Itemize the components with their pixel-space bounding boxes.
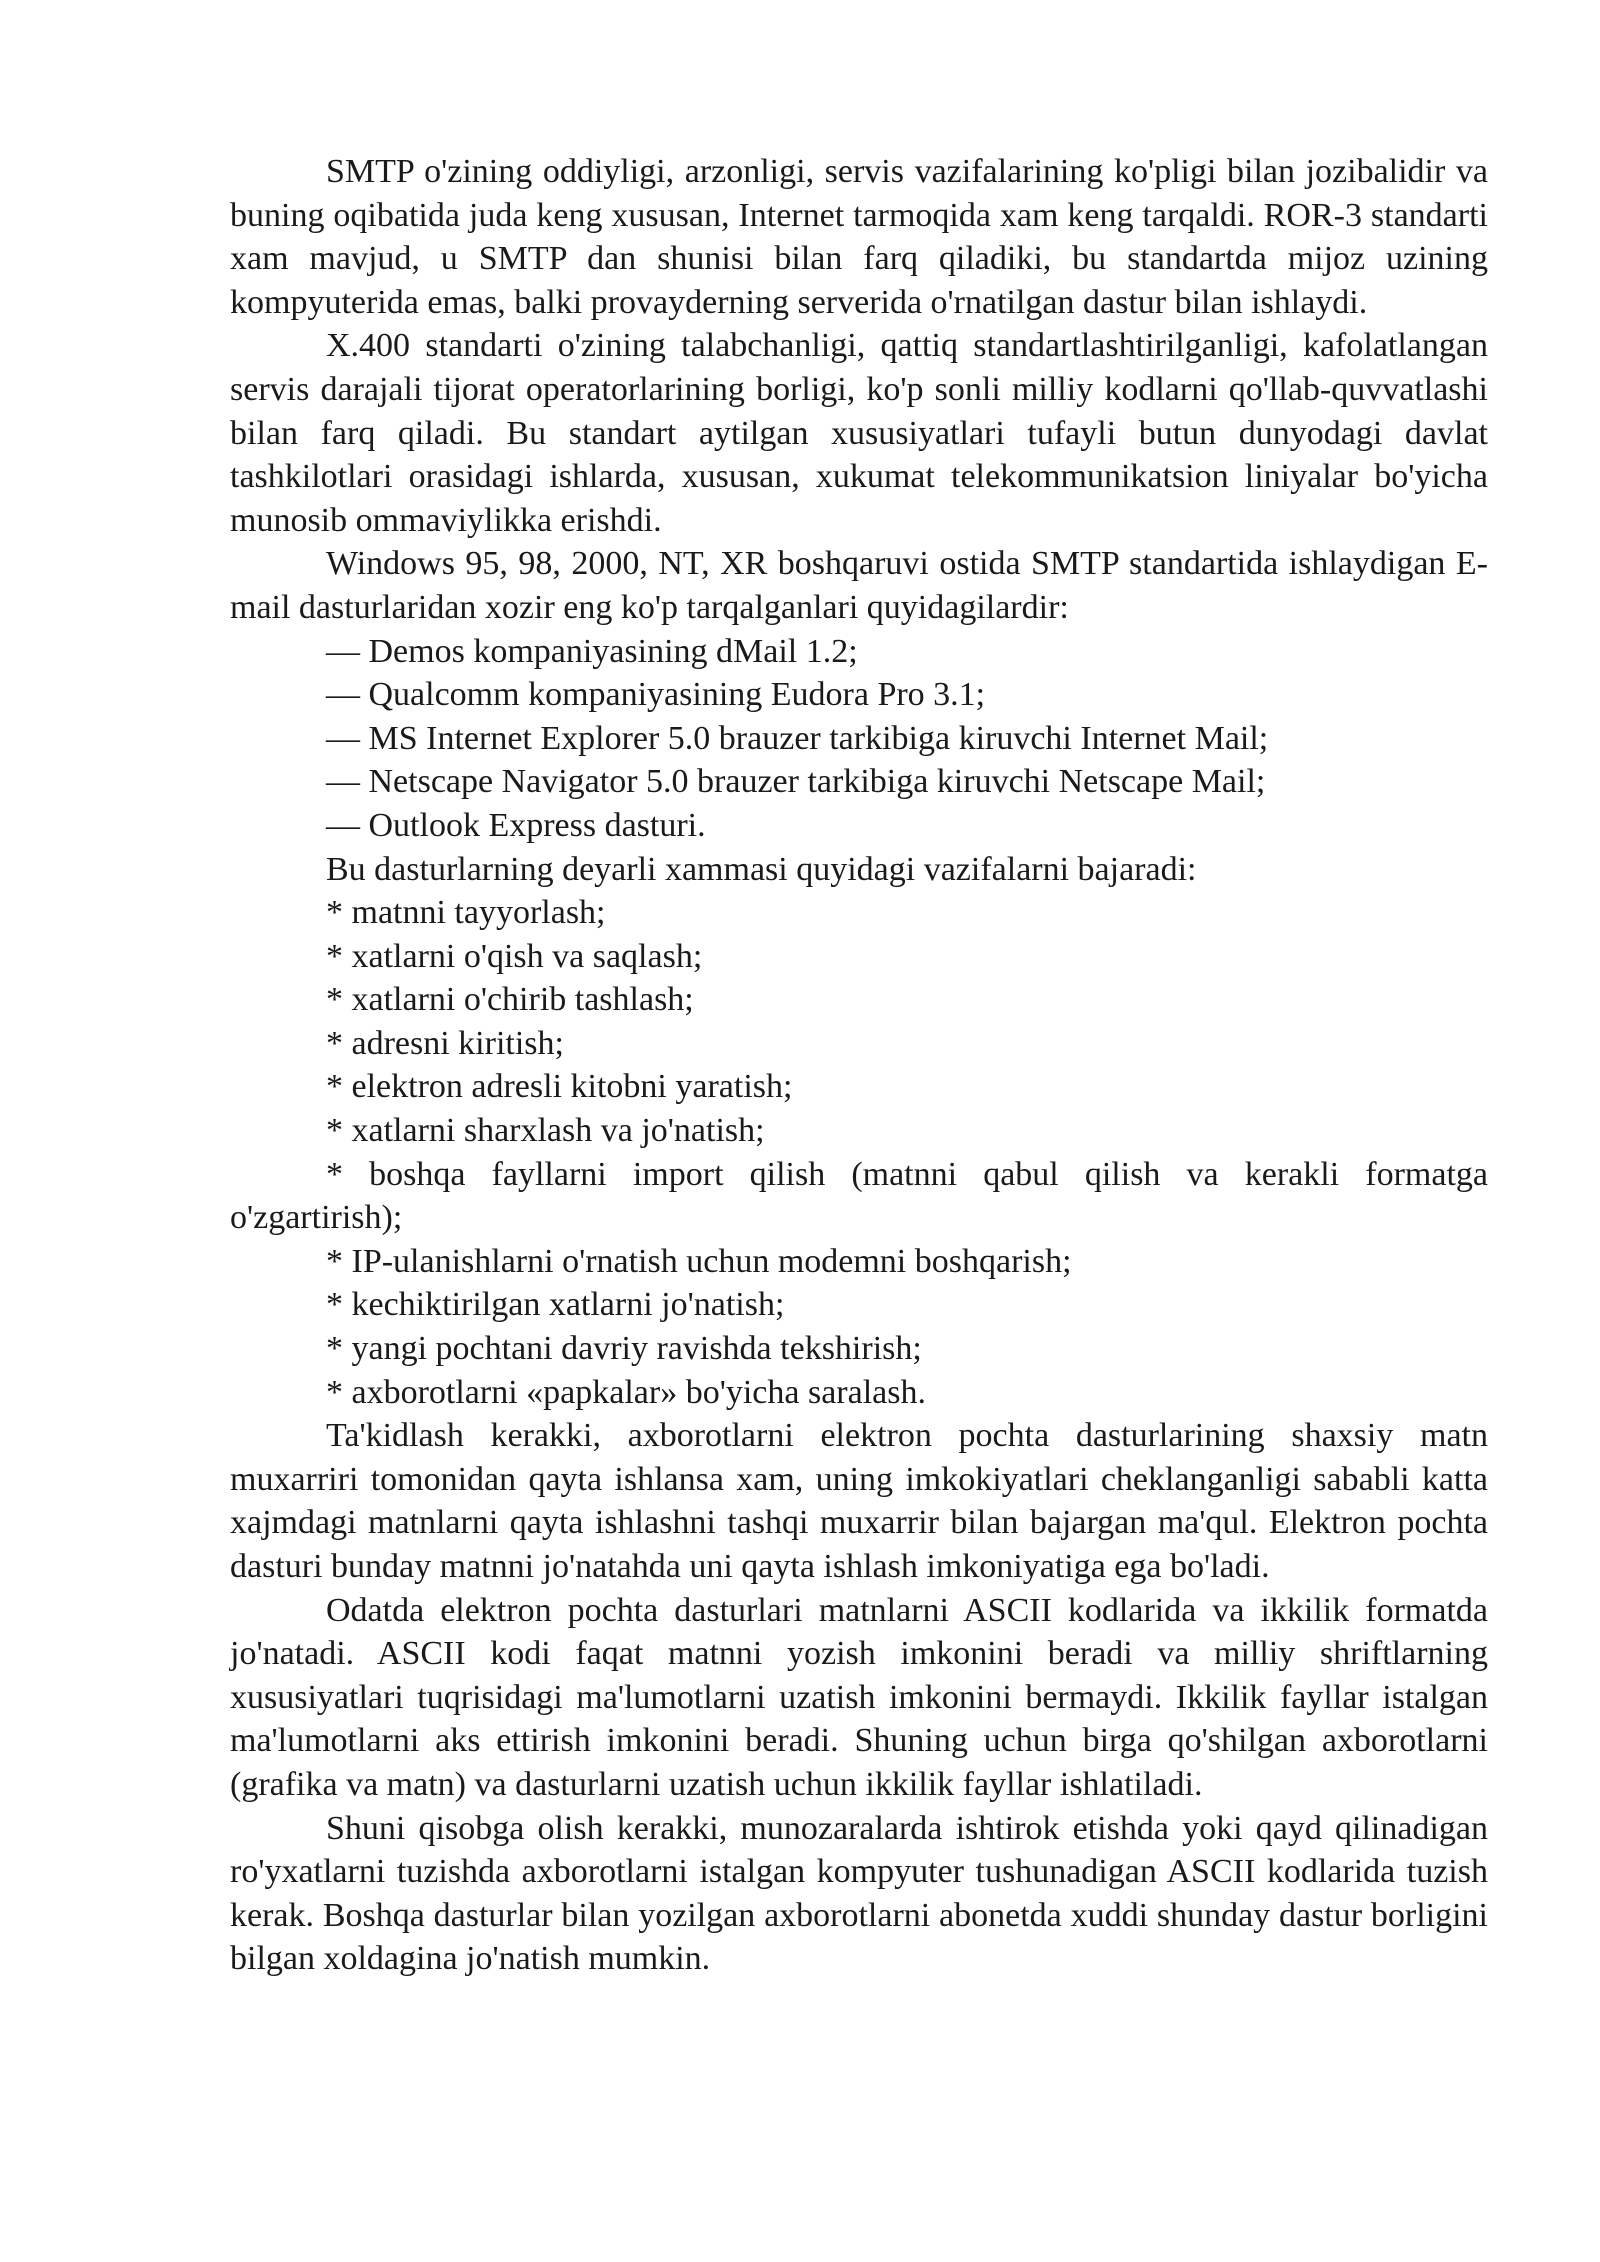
list-item: * xatlarni sharxlash va jo'natish; bbox=[326, 1112, 765, 1150]
list-item: * axborotlarni «papkalar» bo'yicha saralash. bbox=[326, 1373, 926, 1411]
paragraph-text-editor: Ta'kidlash kerakki, axborotlarni elektron pochta dasturlarining shaxsiy matn muxarriri tomonidan qayta ishlansa xam, uning imkokiyatlari cheklanganligi sababli katta xajmdagi matnlarni qayta ishlashni tashqi muxarrir bilan bajargan ma'qul. Elektron pochta dasturi bunday matnni jo'natahda uni qayta ishlash imkoniyatiga ega bo'ladi. bbox=[230, 1417, 1488, 1585]
paragraph-ascii-binary: Odatda elektron pochta dasturlari matnlarni ASCII kodlarida va ikkilik formatda jo'natadi. ASCII kodi faqat matnni yozish imkonini beradi va milliy shriftlarning xususiyatlari tuqrisidagi ma'lumotlarni uzatish imkonini bermaydi. Ikkilik fayllar istalgan ma'lumotlarni aks ettirish imkonini beradi. Shuning uchun birga qo'shilgan axborotlarni (grafika va matn) va dasturlarni uzatish uchun ikkilik fayllar ishlatiladi. bbox=[230, 1591, 1488, 1803]
list-item: * xatlarni o'qish va saqlash; bbox=[326, 937, 703, 975]
list-item: — Demos kompaniyasining dMail 1.2; bbox=[326, 632, 858, 670]
functions-list bbox=[230, 891, 1488, 1414]
list-item: * IP-ulanishlarni o'rnatish uchun modemni boshqarish; bbox=[326, 1242, 1072, 1280]
email-programs-list bbox=[230, 630, 1488, 848]
list-item: — Outlook Express dasturi. bbox=[326, 806, 706, 844]
list-item: — Netscape Navigator 5.0 brauzer tarkibiga kiruvchi Netscape Mail; bbox=[326, 763, 1266, 801]
list-item: * adresni kiritish; bbox=[326, 1024, 564, 1062]
list-item: * xatlarni o'chirib tashlash; bbox=[326, 981, 694, 1019]
document-page bbox=[230, 150, 1488, 1981]
list-item: — Qualcomm kompaniyasining Eudora Pro 3.1; bbox=[326, 676, 986, 714]
list-item: * kechiktirilgan xatlarni jo'natish; bbox=[326, 1286, 785, 1324]
list-item: * matnni tayyorlash; bbox=[326, 894, 606, 932]
paragraph-smtp: SMTP o'zining oddiyligi, arzonligi, servis vazifalarining ko'pligi bilan jozibalidir va buning oqibatida juda keng xususan, Internet tarmoqida xam keng tarqaldi. ROR-3 standarti xam mavjud, u SMTP dan shunisi bilan farq qiladiki, bu standartda mijoz uzining kompyuterida emas, balki provayderning serverida o'rnatilgan dastur bilan ishlaydi. bbox=[230, 153, 1488, 321]
paragraph-functions-intro: Bu dasturlarning deyarli xammasi quyidagi vazifalarni bajaradi: bbox=[326, 850, 1197, 888]
paragraph-x400: X.400 standarti o'zining talabchanligi, qattiq standartlashtirilganligi, kafolatlangan servis darajali tijorat operatorlarining borligi, ko'p sonli milliy kodlarni qo'llab-quvvatlashi bilan farq qiladi. Bu standart aytilgan xususiyatlari tufayli butun dunyodagi davlat tashkilotlari orasidagi ishlarda, xususan, xukumat telekommunikatsion liniyalar bo'yicha munosib ommaviylikka erishdi. bbox=[230, 327, 1488, 539]
list-item: * boshqa fayllarni import qilish (matnni qabul qilish va kerakli formatga o'zgartirish); bbox=[230, 1155, 1488, 1237]
list-item: * elektron adresli kitobni yaratish; bbox=[326, 1068, 793, 1106]
paragraph-discussions: Shuni qisobga olish kerakki, munozaralarda ishtirok etishda yoki qayd qilinadigan ro'yxatlarni tuzishda axborotlarni istalgan kompyuter tushunadigan ASCII kodlarida tuzish kerak. Boshqa dasturlar bilan yozilgan axborotlarni abonetda xuddi shunday dastur borligini bilgan xoldagina jo'natish mumkin. bbox=[230, 1809, 1488, 1978]
list-item: * yangi pochtani davriy ravishda tekshirish; bbox=[326, 1330, 922, 1368]
list-item: — MS Internet Explorer 5.0 brauzer tarkibiga kiruvchi Internet Mail; bbox=[326, 719, 1269, 757]
paragraph-windows-email: Windows 95, 98, 2000, NT, XR boshqaruvi ostida SMTP standartida ishlaydigan E-mail dasturlaridan xozir eng ko'p tarqalganlari quyidagilardir: bbox=[230, 545, 1488, 626]
